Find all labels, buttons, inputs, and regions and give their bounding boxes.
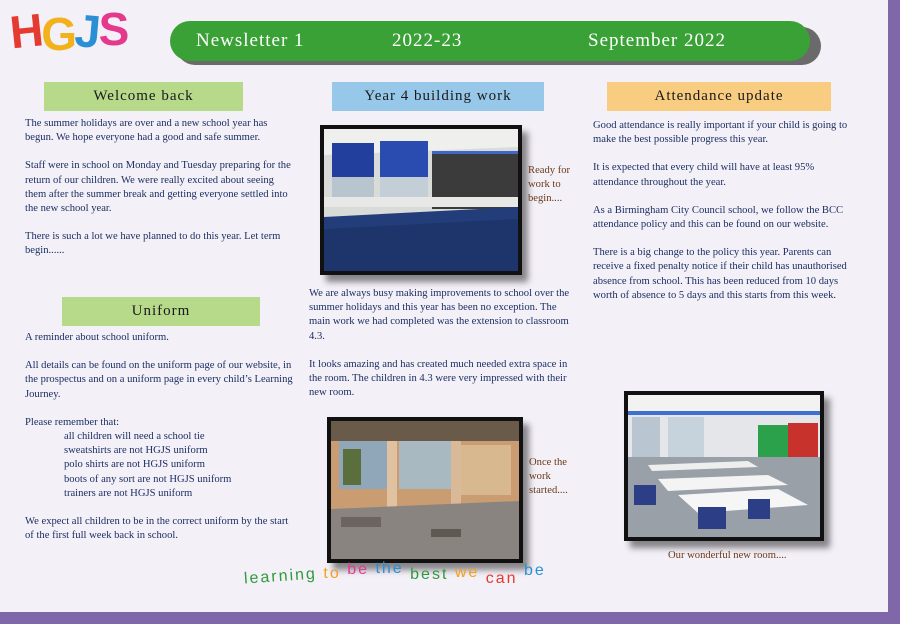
school-tagline <box>243 560 546 588</box>
uniform-list-item: all children will need a school tie <box>64 431 205 443</box>
uniform-paragraph: We expect all children to be in the correct uniform by the start of the first full week back in school. <box>25 516 289 542</box>
building-paragraph: It looks amazing and has created much needed extra space in the room. The children in 4.3 were very impressed with their new room. <box>309 358 568 399</box>
title-banner <box>170 21 810 61</box>
attendance-paragraph: There is a big change to the policy this year. Parents can receive a fixed penalty notice if their child has unauthorised absence from school. This has been reduced from 10 days worth of absence to 5 days and this starts from this week. <box>593 247 847 301</box>
school-year: 2022-23 <box>392 30 463 51</box>
welcome-paragraph: Staff were in school on Monday and Tuesday preparing for the return of our children. We were really excited about seeing them after the summer break and getting everyone settled into the new school year. <box>25 160 291 215</box>
photo-caption-started: Once the work started.... <box>529 457 568 496</box>
uniform-paragraph: All details can be found on the uniform page of our website, in the prospectus and on a uniform page in every child’s Learning Journey. <box>25 360 293 400</box>
building-text <box>309 287 573 414</box>
attendance-paragraph: As a Birmingham City Council school, we follow the BCC attendance policy and this can be found on our website. <box>593 204 844 231</box>
new-classroom-photo <box>624 391 824 541</box>
tagline-word: best <box>410 566 449 583</box>
uniform-heading: Uniform <box>62 297 260 326</box>
logo-letter-s: S <box>98 3 128 55</box>
welcome-heading: Welcome back <box>44 82 243 111</box>
photo-caption-ready: Ready for work to begin.... <box>528 165 571 204</box>
tagline-word: to <box>323 565 341 582</box>
uniform-paragraph: Please remember that: <box>25 416 120 428</box>
tagline-word: can <box>485 570 518 587</box>
uniform-paragraph: A reminder about school uniform. <box>25 332 169 343</box>
uniform-text <box>25 331 295 557</box>
building-paragraph: We are always busy making improvements to school over the summer holidays and this year has been no exception. The main work we had completed was the extension to classroom 4.3. <box>309 288 570 342</box>
attendance-paragraph: It is expected that every child will have at least 95% attendance throughout the year. <box>593 162 815 188</box>
tagline-word: learning <box>243 565 318 588</box>
uniform-list-item: polo shirts are not HGJS uniform <box>64 459 205 471</box>
welcome-paragraph: The summer holidays are over and a new school year has begun. We hope everyone had a good and safe summer. <box>25 118 268 144</box>
building-heading: Year 4 building work <box>332 82 544 111</box>
building-work-photo <box>327 417 523 563</box>
attendance-heading: Attendance update <box>607 82 831 111</box>
empty-classroom-photo <box>320 125 522 275</box>
uniform-list-item: boots of any sort are not HGJS uniform <box>64 473 232 485</box>
newsletter-date: September 2022 <box>588 30 727 51</box>
tagline-word: be <box>524 562 546 579</box>
attendance-paragraph: Good attendance is really important if your child is going to make the best possible progress this year. <box>593 120 848 146</box>
logo-letter-h: H <box>7 3 44 59</box>
logo-letter-j: J <box>72 4 101 58</box>
logo-letter-g: G <box>41 8 76 60</box>
tagline-word: be <box>347 561 369 578</box>
uniform-list-item: sweatshirts are not HGJS uniform <box>64 445 208 457</box>
welcome-text <box>25 117 295 273</box>
uniform-list <box>25 430 295 501</box>
newsletter-number: Newsletter 1 <box>196 30 305 51</box>
uniform-list-item: trainers are not HGJS uniform <box>64 487 193 499</box>
tagline-word: we <box>454 564 480 581</box>
tagline-word: the <box>375 560 404 577</box>
welcome-paragraph: There is such a lot we have planned to do this year. Let term begin...... <box>25 231 281 257</box>
photo-caption-new-room: Our wonderful new room.... <box>668 550 787 561</box>
school-logo <box>7 3 130 60</box>
attendance-text <box>593 119 861 317</box>
